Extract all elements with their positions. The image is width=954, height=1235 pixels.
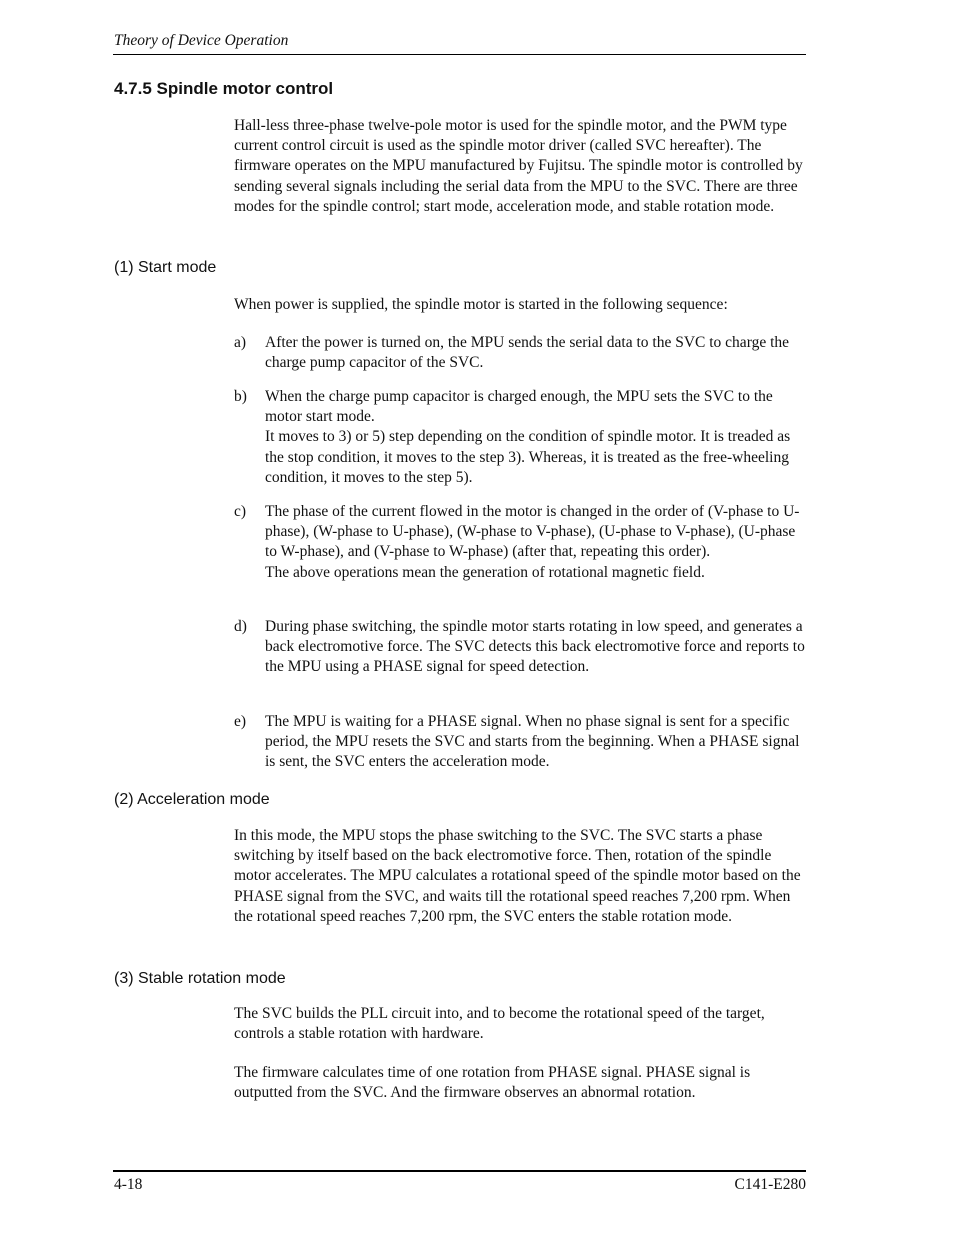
list-item (234, 617, 806, 678)
footer-rule (113, 1170, 806, 1172)
page-number: 4-18 (114, 1176, 143, 1193)
list-item-letter: d) (234, 618, 247, 635)
start-mode-intro: When power is supplied, the spindle motor is started in the following sequence: (234, 296, 728, 313)
list-item (234, 387, 806, 488)
list-item-letter: e) (234, 713, 247, 730)
stable-mode-heading: (3) Stable rotation mode (114, 970, 286, 987)
list-item-text: When the charge pump capacitor is charged enough, the MPU sets the SVC to the motor start mode. (265, 388, 773, 426)
acceleration-mode-text: In this mode, the MPU stops the phase switching to the SVC. The SVC starts a phase switching by itself based on the back electromotive force. Then, rotation of the spindle motor accelerates. The MPU calculates a rotational speed of the spindle motor based on the PHASE signal from the SVC, and waits till the rotational speed reaches 7,200 rpm. When the rotational speed reaches 7,200 rpm, the SVC enters the stable rotation mode. (234, 827, 801, 925)
list-item-text: The phase of the current flowed in the motor is changed in the order of (V-phase to U-phase), (W-phase to U-phase), (W-phase to V-phase), (U-phase to V-phase), (U-phase to W-phase), and (V-phase to W-phase) (after that, repeating this order). (265, 503, 800, 561)
list-item-letter: b) (234, 388, 247, 405)
list-item (234, 712, 806, 773)
list-item (234, 502, 806, 583)
stable-mode-para-1: The SVC builds the PLL circuit into, and to become the rotational speed of the target, controls a stable rotation with hardware. (234, 1005, 765, 1043)
list-item (234, 333, 806, 373)
list-item-letter: a) (234, 334, 247, 351)
list-item-text: It moves to 3) or 5) step depending on the condition of spindle motor. It is treaded as the stop condition, it moves to the step 3). Whereas, it is treated as the free-wheeling condition, it moves to the step 5). (265, 428, 791, 486)
header-rule (113, 54, 806, 55)
start-mode-heading: (1) Start mode (114, 259, 217, 276)
running-header: Theory of Device Operation (114, 32, 289, 49)
list-item-text: The MPU is waiting for a PHASE signal. When no phase signal is sent for a specific period, the MPU resets the SVC and starts from the beginning. When a PHASE signal is sent, the SVC enters the acceleration mode. (265, 713, 800, 771)
list-item-letter: c) (234, 503, 247, 520)
stable-mode-para-2: The firmware calculates time of one rotation from PHASE signal. PHASE signal is outputted from the SVC. And the firmware observes an abnormal rotation. (234, 1064, 751, 1102)
section-heading: 4.7.5 Spindle motor control (114, 79, 334, 98)
list-item-text: During phase switching, the spindle motor starts rotating in low speed, and generates a back electromotive force. The SVC detects this back electromotive force and reports to the MPU using a PHASE signal for speed detection. (265, 618, 805, 676)
list-item-text: The above operations mean the generation of rotational magnetic field. (265, 563, 705, 581)
list-item-text: After the power is turned on, the MPU sends the serial data to the SVC to charge the charge pump capacitor of the SVC. (265, 334, 790, 372)
document-code: C141-E280 (734, 1176, 806, 1193)
acceleration-mode-heading: (2) Acceleration mode (114, 791, 270, 808)
section-intro: Hall-less three-phase twelve-pole motor is used for the spindle motor, and the PWM type current control circuit is used as the spindle motor driver (called SVC hereafter). The firmware operates on the MPU manufactured by Fujitsu. The spindle motor is controlled by sending several signals including the serial data from the MPU to the SVC. There are three modes for the spindle control; start mode, acceleration mode, and stable rotation mode. (234, 117, 803, 215)
